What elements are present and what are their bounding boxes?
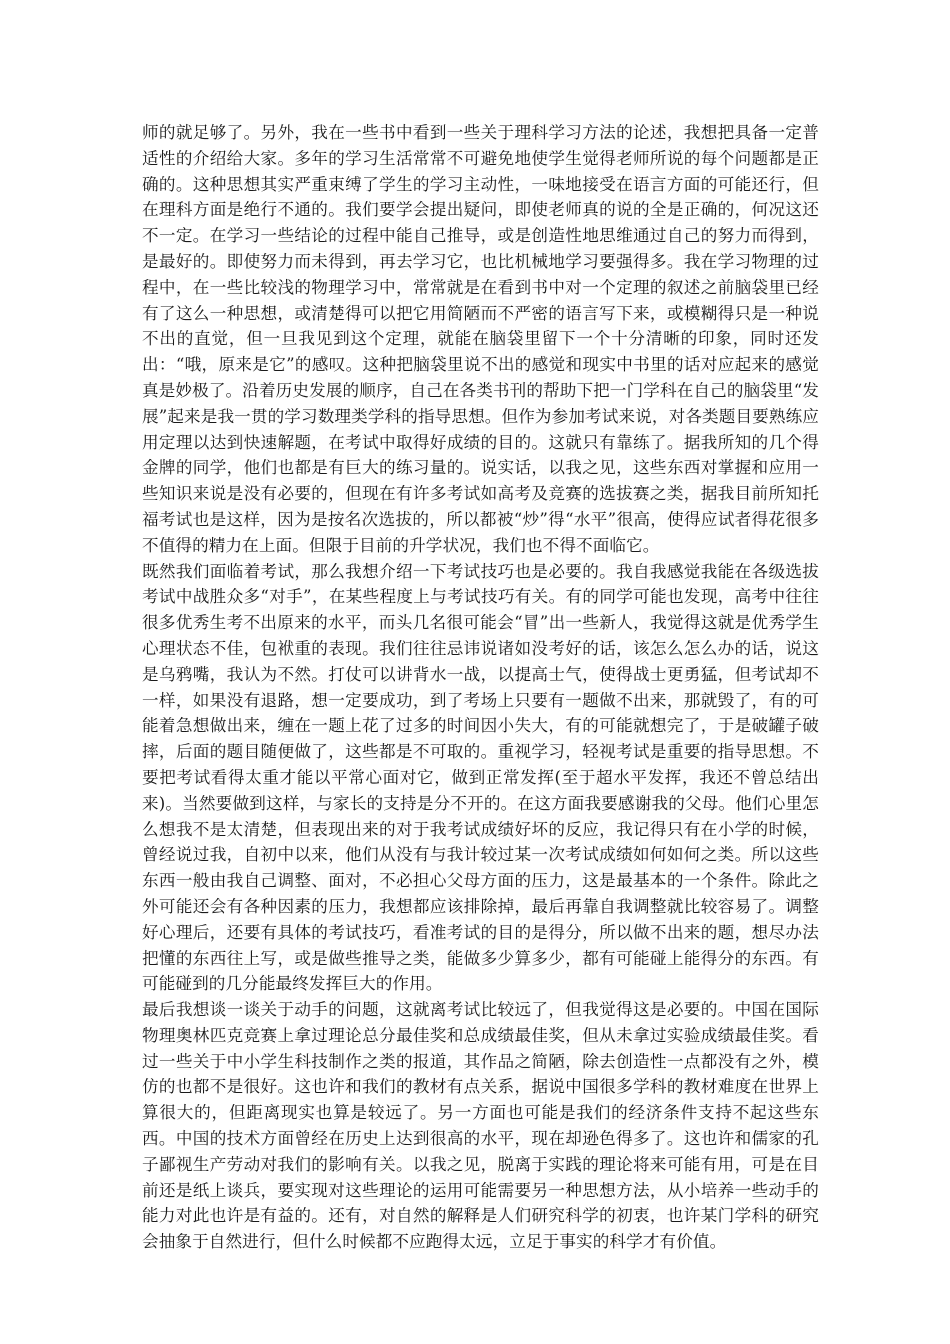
document-body — [142, 120, 819, 1255]
paragraph-hands-on: 最后我想谈一谈关于动手的问题，这就离考试比较远了，但我觉得这是必要的。中国在国际物理奥林匹克竞赛上拿过理论总分最佳奖和总成绩最佳奖，但从未拿过实验成绩最佳奖。看过一些关于中小学生科技制作之类的报道，其作品之简陋，除去创造性一点都没有之外，模仿的也都不是很好。这也许和我们的教材有点关系，据说中国很多学科的教材难度在世界上算很大的，但距离现实也算是较远了。另一方面也可能是我们的经济条件支持不起这些东西。中国的技术方面曾经在历史上达到很高的水平，现在却逊色得多了。这也许和儒家的孔子鄙视生产劳动对我们的影响有关。以我之见，脱离于实践的理论将来可能有用，可是在目前还是纸上谈兵，要实现对这些理论的运用可能需要另一种思想方法，从小培养一些动手的能力对此也许是有益的。还有，对自然的解释是人们研究科学的初衷，也许某门学科的研究会抽象于自然进行，但什么时候都不应跑得太远，立足于事实的科学才有价值。 — [142, 1000, 819, 1252]
paragraph-study-methods: 师的就足够了。另外，我在一些书中看到一些关于理科学习方法的论述，我想把具备一定普适性的介绍给大家。多年的学习生活常常不可避免地使学生觉得老师所说的每个问题都是正确的。这种思想其实严重束缚了学生的学习主动性，一味地接受在语言方面的可能还行，但在理科方面是绝行不通的。我们要学会提出疑问，即使老师真的说的全是正确的，何况这还不一定。在学习一些结论的过程中能自己推导，或是创造性地思维通过自己的努力而得到，是最好的。即使努力而未得到，再去学习它，也比机械地学习要强得多。我在学习物理的过程中，在一些比较浅的物理学习中，常常就是在看到书中对一个定理的叙述之前脑袋里已经有了这么一种思想，或清楚得可以把它用简陋而不严密的语言写下来，或模糊得只是一种说不出的直觉，但一旦我见到这个定理，就能在脑袋里留下一个十分清晰的印象，同时还发出：“哦，原来是它”的感叹。这种把脑袋里说不出的感觉和现实中书里的话对应起来的感觉真是妙极了。沿着历史发展的顺序，自己在各类书刊的帮助下把一门学科在自己的脑袋里“发展”起来是我一贯的学习数理类学科的指导思想。但作为参加考试来说，对各类题目要熟练应用定理以达到快速解题，在考试中取得好成绩的目的。这就只有靠练了。据我所知的几个得金牌的同学，他们也都是有巨大的练习量的。说实话，以我之见，这些东西对掌握和应用一些知识来说是没有必要的，但现在有许多考试如高考及竞赛的选拔赛之类，据我目前所知托福考试也是这样，因为是按名次选拔的，所以都被“炒”得“水平”很高，使得应试者得花很多不值得的精力在上面。但限于目前的升学状况，我们也不得不面临它。 — [142, 123, 819, 555]
paragraph-exam-skills: 既然我们面临着考试，那么我想介绍一下考试技巧也是必要的。我自我感觉我能在各级选拔考试中战胜众多“对手”，在某些程度上与考试技巧有关。有的同学可能也发现，高考中往往很多优秀生考不出原来的水平，而头几名很可能会“冒”出一些新人，我觉得这就是优秀学生心理状态不佳，包袱重的表现。我们往往忌讳说诸如没考好的话，该怎么怎么办的话，说这是乌鸦嘴，我认为不然。打仗可以讲背水一战，以提高士气，使得战士更勇猛，但考试却不一样，如果没有退路，想一定要成功，到了考场上只要有一题做不出来，那就毁了，有的可能着急想做出来，缠在一题上花了过多的时间因小失大，有的可能就想完了，于是破罐子破摔，后面的题目随便做了，这些都是不可取的。重视学习，轻视考试是重要的指导思想。不要把考试看得太重才能以平常心面对它，做到正常发挥(至于超水平发挥，我还不曾总结出来)。当然要做到这样，与家长的支持是分不开的。在这方面我要感谢我的父母。他们心里怎么想我不是太清楚，但表现出来的对于我考试成绩好坏的反应，我记得只有在小学的时候，曾经说过我，自初中以来，他们从没有与我计较过某一次考试成绩如何如何之类。所以这些东西一般由我自己调整、面对，不必担心父母方面的压力，这是最基本的一个条件。除此之外可能还会有各种因素的压力，我想都应该排除掉，最后再靠自我调整就比较容易了。调整好心理后，还要有具体的考试技巧，看准考试的目的是得分，所以做不出来的题，想尽办法把懂的东西往上写，或是做些推导之类，能做多少算多少，都有可能碰上能得分的东西。有可能碰到的几分能最终发挥巨大的作用。 — [142, 561, 819, 994]
